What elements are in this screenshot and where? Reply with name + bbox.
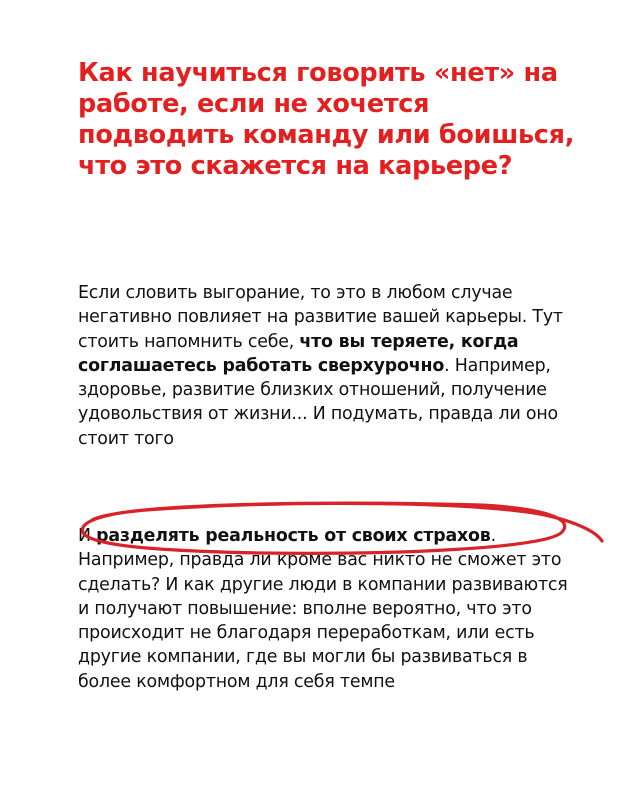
paragraph-fears-rest: . Например, правда ли кроме вас никто не сможет это сделать? И как другие люди в компании развиваются и получают повышение: вполне вероятно, что это происходит не благодаря переработкам, или есть другие компании, где вы могли бы развиваться в более комфортном для себя темпе [78,526,568,692]
paragraph-burnout-intro: Если словить выгорание, то это в любом случае негативно повлияет на развитие вашей карьеры. Тут стоить напомнить себе, [78,283,563,352]
paragraph-fears-emphasis: разделять реальность от своих страхов [96,526,491,546]
paragraph-burnout [78,281,578,451]
paragraph-burnout-emphasis: что вы теряете, когда соглашаетесь работать сверхурочно [78,331,519,376]
paragraph-fears [78,524,578,694]
paragraph-fears-intro: И [78,526,97,546]
headline: Как научиться говорить «нет» на работе, если не хочется подводить команду или боишься, что это скажется на карьере? [78,58,575,181]
paragraph-burnout-rest: . Например, здоровье, развитие близких отношений, получение удовольствия от жизни... И подумать, правда ли оно стоит того [78,355,558,449]
